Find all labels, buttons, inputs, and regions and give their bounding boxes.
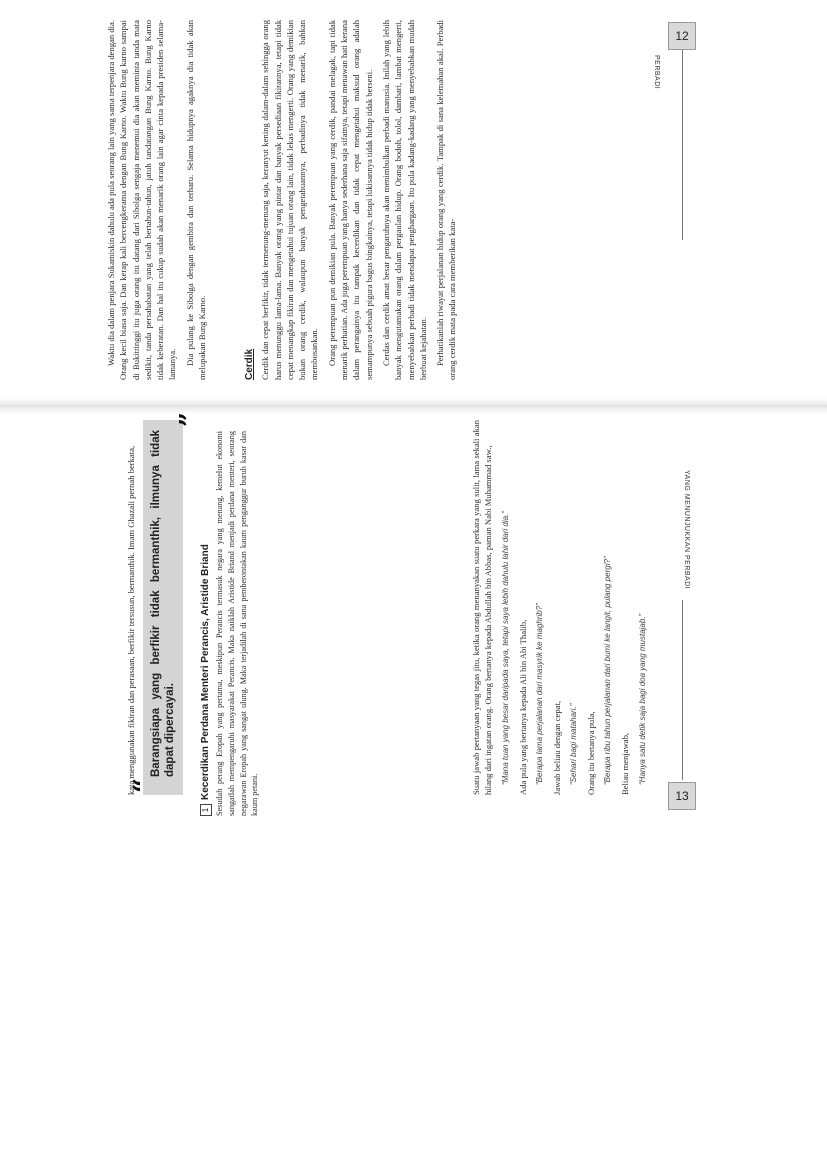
open-quote-icon: “ [129, 778, 160, 793]
dialogue-line: Jawab beliau dengan cepat, [551, 700, 562, 795]
page-number-12: 12 [668, 22, 696, 50]
page-12 [0, 0, 827, 400]
dialogue-quote: “Berapa ribu tahun perjalanan dari bumi ke langit, pulang pergi?” [603, 556, 613, 785]
section-heading-cerdik: Cerdik [244, 348, 255, 380]
dialogue-line: Ada pula yang bertanya kepada Ali bin Abi Thalib, [517, 619, 528, 795]
page-number-13: 13 [668, 782, 696, 810]
running-head-12: PERBADI [653, 55, 660, 90]
paragraph: Dia pulang ke Sibolga dengan gembira dan terharu. Selama hidupnya agaknya dia tidak akan melupakan Bung Karno. [184, 20, 208, 380]
running-head-rule [682, 600, 683, 780]
page-13-section-text [214, 431, 261, 816]
paragraph: Waktu dia dalam penjara Sukamiskin dahulu ada pula seorang lain yang sama terpenjara dengan dia. Orang kecil biasa saja. Dan kerap kali bercengkerama dengan Bung Karno. Waktu Bung karno sampai di Bukittinggi itu juga orang itu datang dari Sibolga sengaja menemui dia akan meminta tanda mata sedikit, tanda persahabatan yang telah bertahun-tahun, jatuh tandatangan Bung Karno. Bung Karno tidak keberatan. Dan hal itu cukup sudah akan menarik orang lain agar cinta kepada presiden selama-lamanya. [106, 20, 178, 380]
paragraph: Orang perempuan pun demikian pula. Banyak perempuan yang cerdik, pandai melagak, tapi tidak menarik perhatian. Ada juga perempuan yang hanya sederhana saja sifatnya, tetapi menawan hati kerana dalam perangainya itu tampak kecerdikan dan tidak cepat mengetahui maksud orang adalah semampunya sebuah pigura bagus bingkainya, tetapi lukisannya tidak hidup tidak berseni. [326, 20, 374, 380]
paragraph: kata menggunakan fikiran dan perasaan, berfikir tersusun, bermanthik. Imam Ghazali pernah berkata, [126, 445, 136, 795]
paragraph: Suatu jawab pertanyaan yang tegas jitu, ketika orang menanyakan suatu perkara yang sulit, lama sekali akan hilang dari ingatan orang. Orang bertanya kepada Abdullah bin Abbas, paman Nabi Muhammad saw., [471, 420, 494, 795]
dialogue-quote: “Mana tuan yang besar daripada saya, tetapi saya lebih dahulu lahir dari dia.” [500, 511, 510, 785]
page-12-column-2 [244, 20, 459, 380]
page-12-column-1 [105, 20, 213, 380]
section-1-body [214, 426, 260, 816]
close-quote-icon: ” [175, 412, 206, 427]
running-head-13: YANG MENUNJUKKAN PERBADI [683, 470, 690, 590]
dialogue-quote: “Hanya satu detik saja bagi doa yang mustajab.” [637, 613, 647, 785]
paragraph: Cerdik dan cepat berfikir, tidak termenung-menung saja, keranyut kening dalam-dalam sehingga orang harus menunggu lama-lama. Banyak orang yang pintar dan banyak persediaan fikirannya, tetapi tidak cepat menangkap fikiran dan mengetahui tujuan orang lain, tidak lekas mengerti. Orang yang demikian bukan orang cerdik, walaupun banyak pengetahuannya, perbadinya tidak menarik, bahkan membosankan. [260, 20, 320, 380]
dialogue-line: Orang itu bertanya pula, [586, 711, 597, 795]
page-12-section-cerdik [240, 15, 460, 380]
paragraph: Sesudah perang Eropah yang pertama, meskipun Perancis termasuk negara yang menang, kemelut ekonomi sangatlah mempengaruhi masyarakat Perancis. Maka naiklah Aristide Briand menjadi perdana menteri, seorang negarawan Eropah yang sangat ulung. Maka terjadilah di sana pemberontakan kaum penganggur buruh kasar dan kaum petani. [215, 431, 260, 816]
dialogue-quote: “Sehari bagi matahari.” [569, 703, 579, 785]
section-number: 1 [200, 804, 212, 816]
page-13-dialogue-text [470, 415, 650, 795]
pull-quote-text: Barangsiapa yang berfikir tidak bermanthik, ilmunya tidak dapat dipercayai. [150, 430, 177, 777]
dialogue-line: Beliau menjawab, [620, 732, 631, 795]
section-heading-briand [200, 426, 212, 816]
spacer [185, 795, 215, 1175]
page-13-column-2 [470, 420, 648, 795]
paragraph: Cerdas dan cerdik amat besar pengaruhnya akan menimbulkan perbadi manusia. Inilah yang lebih banyak mengutamakan orang dalam pergaulan hidup. Orang bodoh, tolol, dambari, lambat mengerti, menyebabkan perbadi tidak mendapat penghargaan. Itu pula kadang-kadang yang menyebabkan mudah berbuat kejahatan. [380, 20, 428, 380]
page-13 [0, 410, 827, 827]
paragraph: Perhatikanlah riwayat perjalanan hidup orang yang cerdik. Tampak di sana kelemahan akal. Perbadi orang cerdik mata pada cara memberikan kata- [435, 20, 458, 380]
dialogue-quote: “Berapa lama perjalanan dari masyrik ke maghrib?” [534, 603, 544, 785]
section-heading-text: Kecerdikan Perdana Menteri Perancis, Aristide Briand [200, 544, 211, 800]
